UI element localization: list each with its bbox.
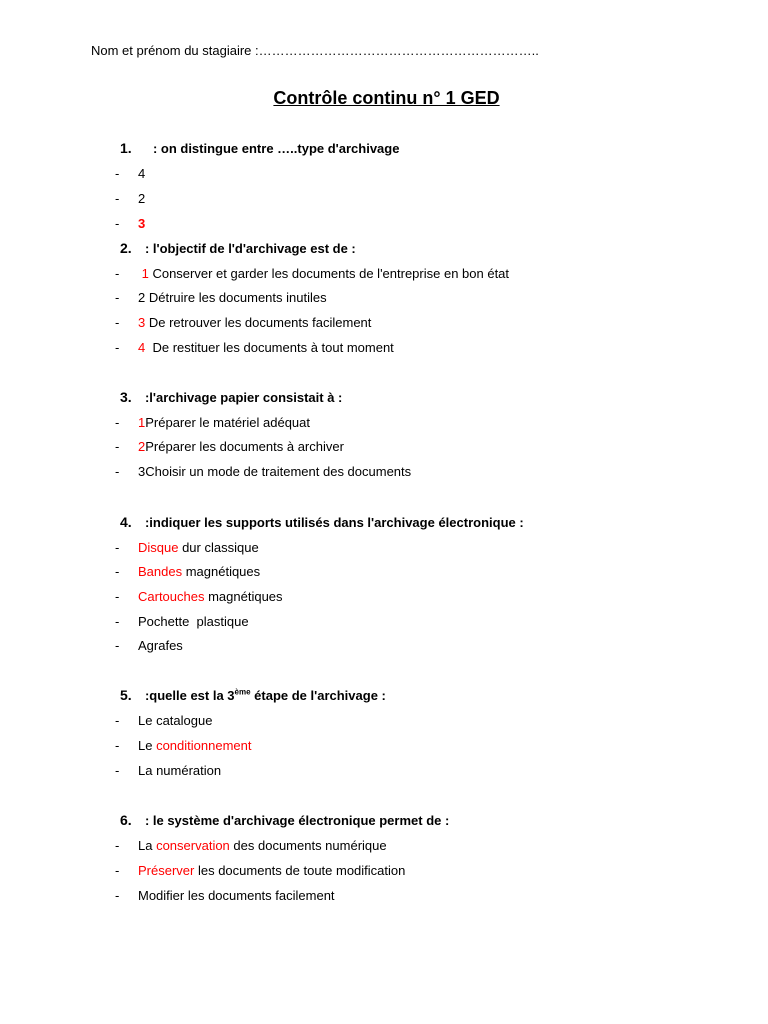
answer-option: Le catalogue — [138, 713, 213, 728]
question-number: 4. — [120, 514, 132, 530]
list-dash: - — [115, 614, 120, 629]
question-number: 1. — [120, 140, 132, 156]
answer-option — [138, 266, 509, 281]
answer-option: La numération — [138, 763, 222, 778]
option-text: magnétiques — [204, 589, 283, 604]
option-number: 2 — [138, 290, 146, 305]
question-number: 6. — [120, 812, 132, 828]
page-title: Contrôle continu n° 1 GED — [273, 88, 500, 108]
answer-option — [138, 738, 251, 753]
answer-option-correct: 3 — [138, 216, 146, 231]
option-text: magnétiques — [182, 564, 261, 579]
question-1 — [120, 140, 399, 156]
option-text: les documents de toute modification — [194, 863, 406, 878]
answer-option — [138, 540, 259, 555]
question-text: : on distingue entre …..type d'archivage — [152, 141, 400, 156]
list-dash: - — [115, 763, 120, 778]
question-3 — [120, 389, 342, 405]
option-text: des documents numérique — [229, 838, 387, 853]
answer-option — [138, 564, 260, 579]
list-dash: - — [115, 589, 120, 604]
option-number: 3 — [138, 464, 146, 479]
question-4 — [120, 514, 524, 530]
question-number: 5. — [120, 687, 132, 703]
answer-option — [138, 863, 405, 878]
list-dash: - — [115, 638, 120, 653]
option-text: Le — [138, 738, 157, 753]
answer-option — [138, 439, 344, 454]
list-dash: - — [115, 166, 120, 181]
highlighted-answer: conservation — [156, 838, 230, 853]
list-dash: - — [115, 340, 120, 355]
option-text: La — [138, 838, 157, 853]
highlighted-answer: Disque — [138, 540, 179, 555]
answer-option: Agrafes — [138, 638, 183, 653]
list-dash: - — [115, 290, 120, 305]
answer-option: Pochette plastique — [138, 614, 249, 629]
question-5 — [120, 687, 386, 703]
list-dash: - — [115, 439, 120, 454]
answer-option: 2 — [138, 191, 146, 206]
answer-option — [138, 415, 310, 430]
list-dash: - — [115, 863, 120, 878]
highlighted-answer: Bandes — [138, 564, 183, 579]
superscript: ème — [234, 687, 251, 697]
list-dash: - — [115, 464, 120, 479]
question-text-part: :quelle est la 3 — [144, 688, 235, 703]
answer-option — [138, 315, 371, 330]
question-number: 2. — [120, 240, 132, 256]
option-text: De restituer les documents à tout moment — [145, 340, 394, 355]
list-dash: - — [115, 315, 120, 330]
list-dash: - — [115, 888, 120, 903]
option-text: Détruire les documents inutiles — [145, 290, 327, 305]
answer-option — [138, 589, 283, 604]
answer-option — [138, 290, 327, 305]
option-number: 2 — [138, 439, 146, 454]
question-text: :l'archivage papier consistait à : — [144, 390, 343, 405]
option-text: De retrouver les documents facilement — [145, 315, 372, 330]
question-text: : l'objectif de l'd'archivage est de : — [144, 241, 356, 256]
option-text: Conserver et garder les documents de l'entreprise en bon état — [148, 266, 510, 281]
answer-option: Modifier les documents facilement — [138, 888, 335, 903]
list-dash: - — [115, 564, 120, 579]
option-number: 4 — [138, 340, 146, 355]
list-dash: - — [115, 713, 120, 728]
question-number: 3. — [120, 389, 132, 405]
list-dash: - — [115, 191, 120, 206]
highlighted-answer: Préserver — [138, 863, 195, 878]
option-number: 1 — [138, 415, 146, 430]
answer-option: 4 — [138, 166, 146, 181]
option-text: Préparer le matériel adéquat — [145, 415, 310, 430]
answer-option — [138, 464, 411, 479]
answer-option — [138, 838, 387, 853]
list-dash: - — [115, 415, 120, 430]
highlighted-answer: conditionnement — [156, 738, 252, 753]
option-text: Préparer les documents à archiver — [145, 439, 344, 454]
list-dash: - — [115, 540, 120, 555]
question-text: : le système d'archivage électronique permet de : — [144, 813, 450, 828]
list-dash: - — [115, 216, 120, 231]
question-2 — [120, 240, 356, 256]
student-name-line: Nom et prénom du stagiaire :……………………………………………………….. — [91, 43, 539, 58]
option-number: 3 — [138, 315, 146, 330]
option-text: Choisir un mode de traitement des documents — [145, 464, 412, 479]
highlighted-answer: Cartouches — [138, 589, 205, 604]
answer-option — [138, 340, 394, 355]
option-text: dur classique — [178, 540, 259, 555]
option-number: 1 — [138, 266, 149, 281]
question-text: :indiquer les supports utilisés dans l'archivage électronique : — [144, 515, 524, 530]
list-dash: - — [115, 738, 120, 753]
question-text-part: étape de l'archivage : — [250, 688, 386, 703]
question-text — [145, 688, 386, 703]
question-6 — [120, 812, 449, 828]
list-dash: - — [115, 266, 120, 281]
list-dash: - — [115, 838, 120, 853]
